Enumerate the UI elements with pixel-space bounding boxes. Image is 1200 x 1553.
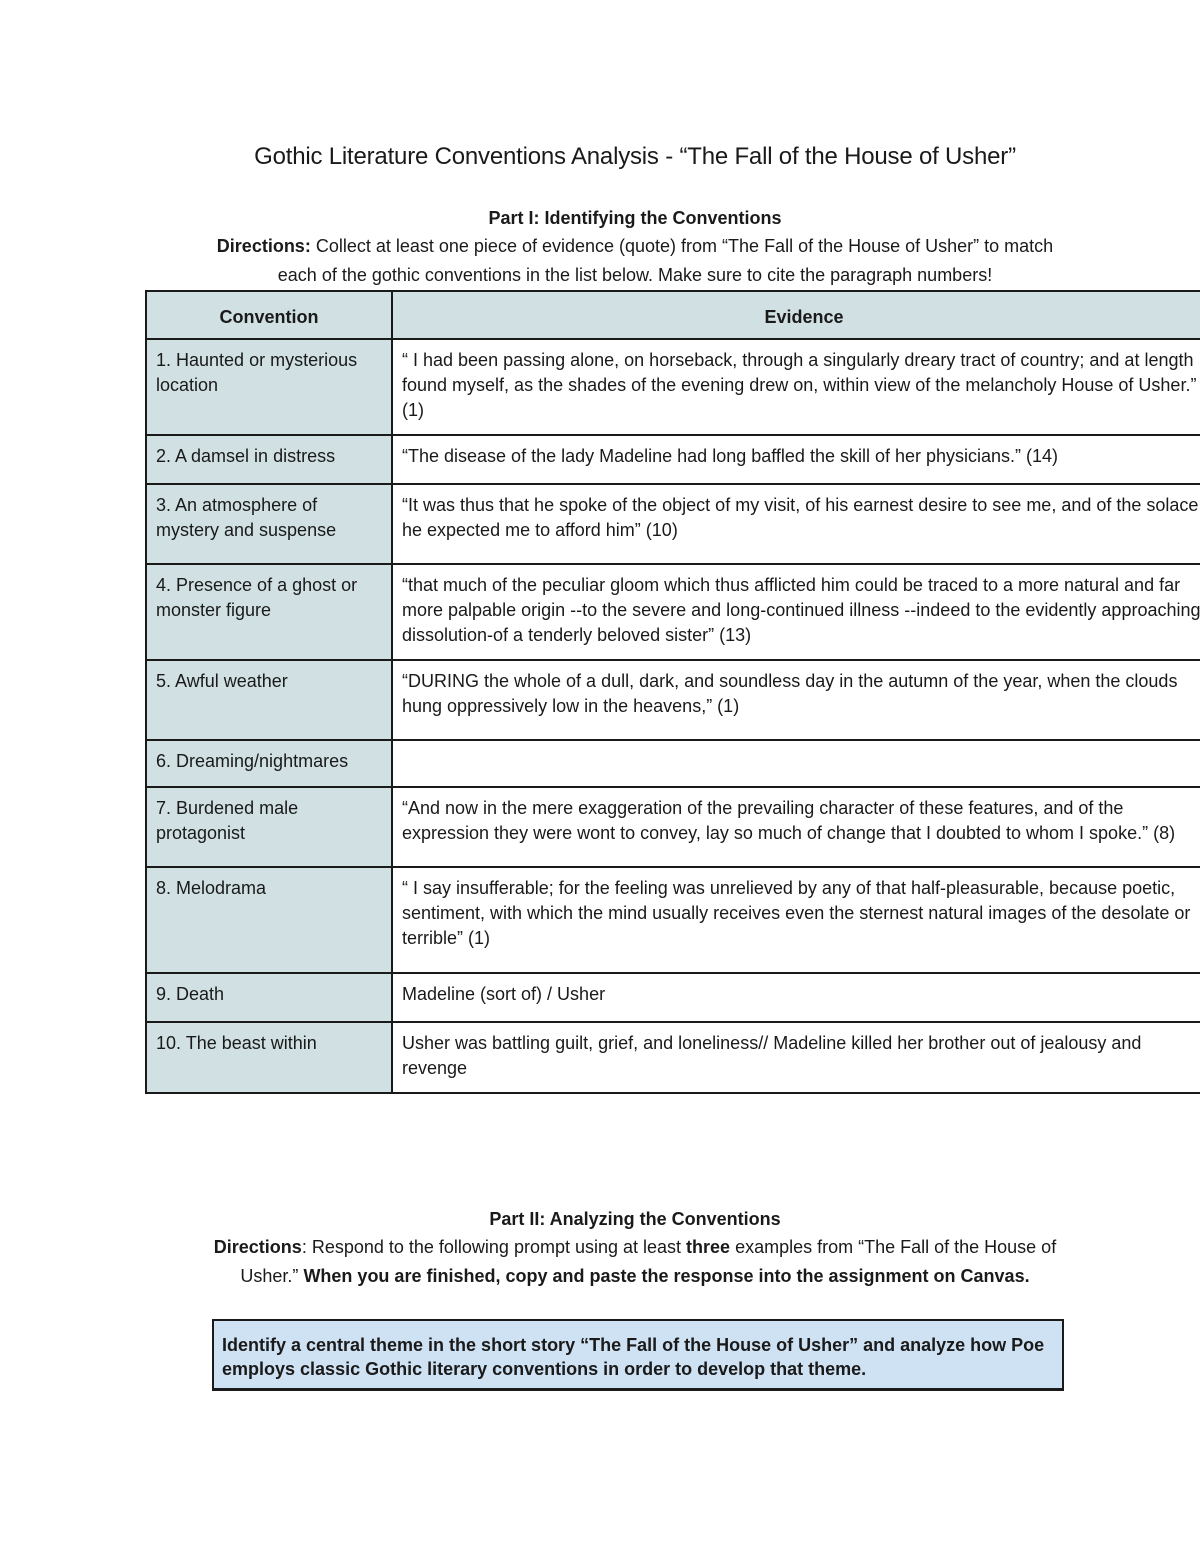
convention-cell: 8. Melodrama (146, 867, 392, 973)
evidence-cell: “that much of the peculiar gloom which thus afflicted him could be traced to a more natural and far more palpable origin --to the severe and long-continued illness --indeed to the evidently approaching dissolution-of a tenderly beloved sister” (13) (392, 564, 1200, 660)
convention-cell: 6. Dreaming/nightmares (146, 740, 392, 787)
convention-cell: 10. The beast within (146, 1022, 392, 1093)
page-title: Gothic Literature Conventions Analysis - “The Fall of the House of Usher” (254, 143, 1016, 170)
table-row (146, 660, 1200, 740)
part1-heading: Part I: Identifying the Conventions (488, 208, 782, 228)
part1-directions-label: Directions: (216, 236, 311, 256)
convention-cell: 3. An atmosphere of mystery and suspense (146, 484, 392, 564)
evidence-cell (392, 740, 1200, 787)
evidence-cell: Usher was battling guilt, grief, and loneliness// Madeline killed her brother out of jealousy and revenge (392, 1022, 1200, 1093)
table-row (146, 435, 1200, 484)
part2-directions (210, 1233, 1060, 1291)
part2-directions-label: Directions (213, 1237, 302, 1257)
part2-heading: Part II: Analyzing the Conventions (489, 1209, 781, 1229)
convention-cell: 2. A damsel in distress (146, 435, 392, 484)
convention-cell: 7. Burdened male protagonist (146, 787, 392, 867)
evidence-cell: “The disease of the lady Madeline had long baffled the skill of her physicians.” (14) (392, 435, 1200, 484)
conventions-table (145, 290, 1200, 1094)
prompt-box: Identify a central theme in the short story “The Fall of the House of Usher” and analyze how Poe employs classic Gothic literary conventions in order to develop that theme. (212, 1319, 1064, 1391)
evidence-cell: “ I had been passing alone, on horseback, through a singularly dreary tract of country; and at length found myself, as the shades of the evening drew on, within view of the melancholy House of Usher.” (1) (392, 339, 1200, 435)
convention-cell: 9. Death (146, 973, 392, 1022)
table-row (146, 484, 1200, 564)
convention-cell: 4. Presence of a ghost or monster figure (146, 564, 392, 660)
table-row (146, 740, 1200, 787)
convention-cell: 5. Awful weather (146, 660, 392, 740)
part2-directions-bold-2: When you are finished, copy and paste the response into the assignment on Canvas. (303, 1266, 1030, 1286)
part2-directions-text-1: : Respond to the following prompt using at least (301, 1237, 687, 1257)
evidence-cell: “It was thus that he spoke of the object of my visit, of his earnest desire to see me, and of the solace he expected me to afford him” (10) (392, 484, 1200, 564)
evidence-cell: “ I say insufferable; for the feeling was unrelieved by any of that half-pleasurable, because poetic, sentiment, with which the mind usually receives even the sternest natural images of the desolate or terrible” (1) (392, 867, 1200, 973)
convention-cell: 1. Haunted or mysterious location (146, 339, 392, 435)
table-header-row (146, 291, 1200, 339)
table-row (146, 867, 1200, 973)
evidence-cell: Madeline (sort of) / Usher (392, 973, 1200, 1022)
header-evidence: Evidence (392, 291, 1200, 339)
part2-directions-bold-1: three (686, 1237, 731, 1257)
table-row (146, 1022, 1200, 1093)
evidence-cell: “And now in the mere exaggeration of the prevailing character of these features, and of the expression they were wont to convey, lay so much of change that I doubted to whom I spoke.” (8) (392, 787, 1200, 867)
part2-directions-text-2: examples from “The Fall of the House of Usher.” (240, 1237, 1057, 1286)
table-row (146, 973, 1200, 1022)
part1-directions (210, 232, 1060, 290)
table-row (146, 339, 1200, 435)
part1-directions-text: Collect at least one piece of evidence (quote) from “The Fall of the House of Usher” to match each of the gothic conventions in the list below. Make sure to cite the paragraph numbers! (277, 236, 1054, 285)
evidence-cell: “DURING the whole of a dull, dark, and soundless day in the autumn of the year, when the clouds hung oppressively low in the heavens,” (1) (392, 660, 1200, 740)
header-convention: Convention (146, 291, 392, 339)
table-row (146, 564, 1200, 660)
table-row (146, 787, 1200, 867)
